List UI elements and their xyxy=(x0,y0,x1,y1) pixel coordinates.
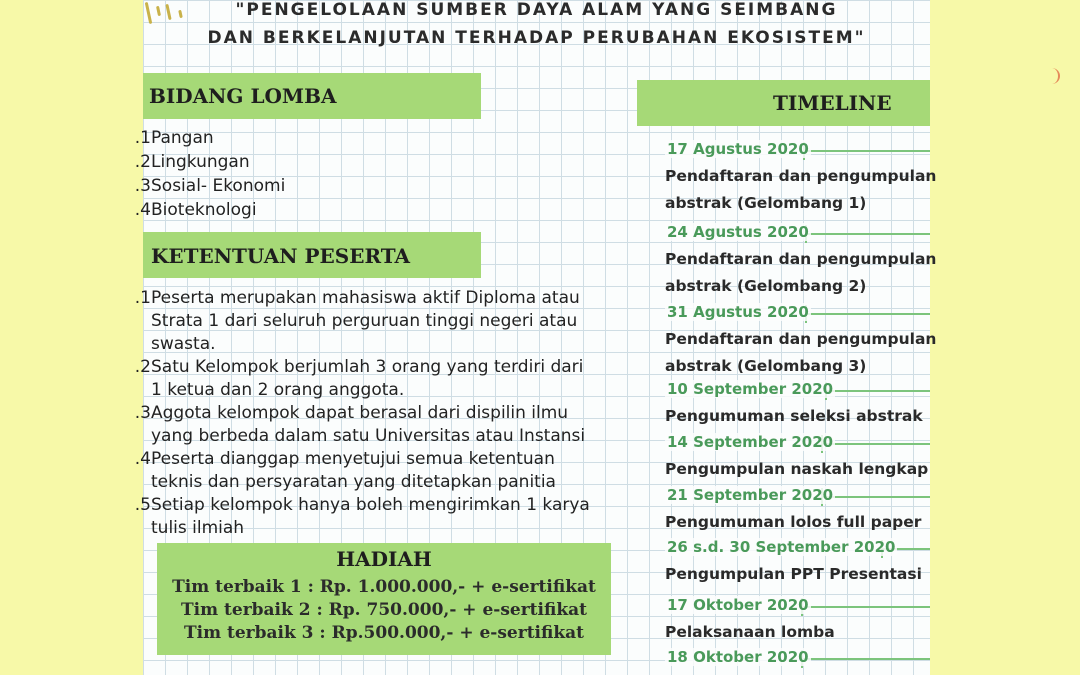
ketentuan-text: swasta. xyxy=(151,334,216,354)
ketentuan-text: Peserta merupakan mahasiswa aktif Diploma atau xyxy=(151,288,580,308)
item-label: Pangan xyxy=(151,128,214,148)
timeline-connector xyxy=(803,150,930,152)
hadiah-line-1: Tim terbaik 1 : Rp. 1.000.000,- + e-sertifikat xyxy=(172,577,596,597)
ketentuan-line xyxy=(141,472,556,492)
timeline-description: abstrak (Gelombang 3) xyxy=(665,357,867,375)
ketentuan-text: yang berbeda dalam satu Universitas atau Instansi xyxy=(151,426,586,446)
ketentuan-line xyxy=(141,518,244,538)
ketentuan-text: Setiap kelompok hanya boleh mengirimkan 1 karya xyxy=(151,495,590,515)
timeline-date: 24 Agustus 2020 xyxy=(667,223,809,241)
timeline-connector xyxy=(805,313,930,315)
timeline-connector xyxy=(825,390,930,392)
timeline-description: Pengumuman seleksi abstrak xyxy=(665,407,923,425)
hadiah-line-2: Tim terbaik 2 : Rp. 750.000,- + e-sertifikat xyxy=(181,600,587,620)
timeline-date: 10 September 2020 xyxy=(667,380,834,398)
timeline-description: Pendaftaran dan pengumpulan xyxy=(665,167,937,185)
item-number: 3. xyxy=(134,176,151,196)
timeline-description: Pengumpulan PPT Presentasi xyxy=(665,565,922,583)
timeline-description: abstrak (Gelombang 1) xyxy=(665,194,867,212)
ketentuan-text: 1 ketua dan 2 orang anggota. xyxy=(151,380,405,400)
ketentuan-line xyxy=(141,334,216,354)
timeline-date: 21 September 2020 xyxy=(667,486,834,504)
bidang-lomba-title: BIDANG LOMBA xyxy=(149,84,337,108)
timeline-connector xyxy=(801,606,930,608)
timeline-date: 17 Oktober 2020 xyxy=(667,596,809,614)
timeline-connector xyxy=(801,658,930,660)
hadiah-line-3: Tim terbaik 3 : Rp.500.000,- + e-sertifikat xyxy=(183,623,585,643)
item-label: Bioteknologi xyxy=(151,200,257,220)
item-number: 1. xyxy=(134,128,151,148)
ketentuan-line xyxy=(134,449,555,469)
item-number: 2. xyxy=(134,152,151,172)
timeline-description: Pengumuman lolos full paper xyxy=(665,513,922,531)
timeline-date: 17 Agustus 2020 xyxy=(667,140,809,158)
ketentuan-line xyxy=(134,288,580,308)
timeline-description: Pendaftaran dan pengumpulan xyxy=(665,250,937,268)
theme-line-2: DAN BERKELANJUTAN TERHADAP PERUBAHAN EKOSISTEM" xyxy=(207,28,866,48)
ketentuan-text: tulis ilmiah xyxy=(151,518,245,538)
poster xyxy=(134,0,937,675)
ketentuan-text: teknis dan persyaratan yang ditetapkan panitia xyxy=(151,472,556,492)
hadiah-box xyxy=(157,543,611,655)
timeline-title: TIMELINE xyxy=(773,91,892,115)
ketentuan-line xyxy=(141,426,585,446)
ketentuan-line xyxy=(134,357,584,377)
timeline-date: 18 Oktober 2020 xyxy=(667,648,809,666)
item-number: 5. xyxy=(134,495,151,515)
ketentuan-text: Peserta dianggap menyetujui semua ketentuan xyxy=(151,449,555,469)
ketentuan-text: Aggota kelompok dapat berasal dari dispilin ilmu xyxy=(151,403,569,423)
timeline-connector xyxy=(821,496,930,498)
bidang-lomba-item xyxy=(134,176,286,196)
item-label: Lingkungan xyxy=(151,152,250,172)
hadiah-title: HADIAH xyxy=(336,547,432,571)
timeline-connector xyxy=(805,233,930,235)
ketentuan-line xyxy=(134,403,569,423)
timeline-date: 26 s.d. 30 September 2020 xyxy=(667,538,896,556)
item-number: 4. xyxy=(134,200,151,220)
theme-line-1: "PENGELOLAAN SUMBER DAYA ALAM YANG SEIMBANG xyxy=(235,0,838,20)
timeline-description: Pelaksanaan lomba xyxy=(665,623,835,641)
ketentuan-line xyxy=(134,495,590,515)
timeline-date: 14 September 2020 xyxy=(667,433,834,451)
item-number: 4. xyxy=(134,449,151,469)
timeline-description: Pendaftaran dan pengumpulan xyxy=(665,330,937,348)
bidang-lomba-item xyxy=(134,152,250,172)
timeline-date: 31 Agustus 2020 xyxy=(667,303,809,321)
item-label: Sosial- Ekonomi xyxy=(151,176,286,196)
bidang-lomba-item xyxy=(134,200,257,220)
item-number: 2. xyxy=(134,357,151,377)
ketentuan-line xyxy=(141,311,577,331)
ketentuan-title: KETENTUAN PESERTA xyxy=(151,244,411,268)
timeline-description: abstrak (Gelombang 2) xyxy=(665,277,867,295)
timeline-description: Pengumpulan naskah lengkap xyxy=(665,460,929,478)
bidang-lomba-item xyxy=(134,128,214,148)
ketentuan-text: Satu Kelompok berjumlah 3 orang yang terdiri dari xyxy=(151,357,584,377)
item-number: 3. xyxy=(134,403,151,423)
ketentuan-line xyxy=(141,380,404,400)
timeline-connector xyxy=(821,443,930,445)
item-number: 1. xyxy=(134,288,151,308)
ketentuan-text: Strata 1 dari seluruh perguruan tinggi negeri atau xyxy=(151,311,578,331)
edge-mark xyxy=(1052,68,1060,84)
